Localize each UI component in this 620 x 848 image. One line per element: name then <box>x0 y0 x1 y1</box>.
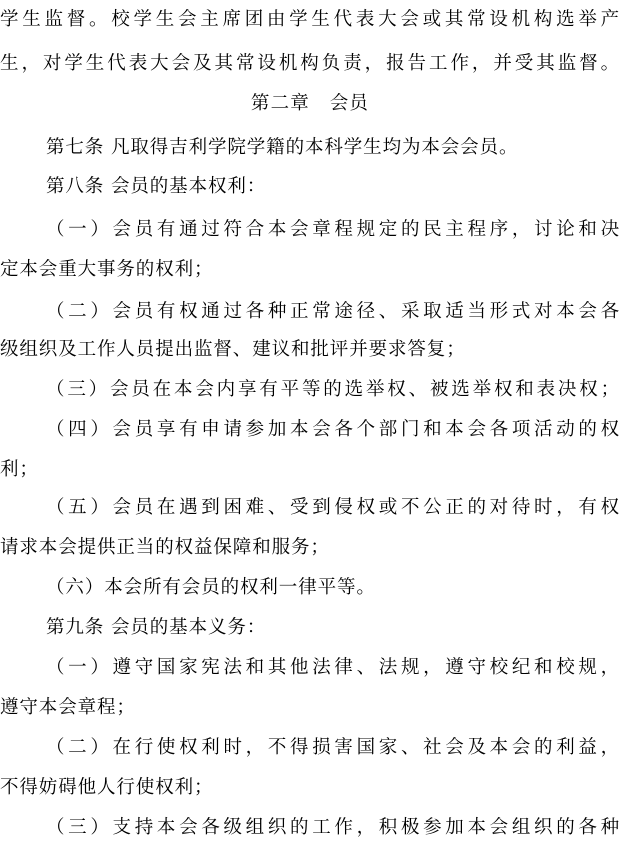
list-item-line: （六）本会所有会员的权利一律平等。 <box>46 577 376 598</box>
list-item-line: （一）遵守国家宪法和其他法律、法规，遵守校纪和校规， <box>46 657 620 678</box>
list-item-line: 级组织及工作人员提出监督、建议和批评并要求答复； <box>0 339 466 360</box>
list-item-line: （四）会员享有申请参加本会各个部门和本会各项活动的权 <box>46 419 620 440</box>
list-item-line: （二）在行使权利时，不得损害国家、社会及本会的利益， <box>46 737 620 758</box>
list-item-line: （三）支持本会各级组织的工作，积极参加本会组织的各种 <box>46 817 620 838</box>
list-item-line: （五）会员在遇到困难、受到侵权或不公正的对待时，有权 <box>46 497 620 518</box>
list-item-line: 请求本会提供正当的权益保障和服务； <box>0 537 330 558</box>
article-eight-heading: 第八条 会员的基本权利： <box>46 176 267 197</box>
list-item-line: （二）会员有权通过各种正常途径、采取适当形式对本会各 <box>46 301 620 322</box>
paragraph-line: 学生监督。校学生会主席团由学生代表大会或其常设机构选举产 <box>0 9 620 30</box>
list-item-line: 不得妨碍他人行使权利； <box>0 777 214 798</box>
article-nine-heading: 第九条 会员的基本义务： <box>46 617 267 638</box>
list-item-line: 利； <box>0 459 39 480</box>
article-seven: 第七条 凡取得吉利学院学籍的本科学生均为本会会员。 <box>46 137 519 158</box>
list-item-line: 定本会重大事务的权利； <box>0 259 214 280</box>
list-item-line: 遵守本会章程； <box>0 697 136 718</box>
list-item-line: （三）会员在本会内享有平等的选举权、被选举权和表决权； <box>46 379 620 400</box>
list-item-line: （一）会员有通过符合本会章程规定的民主程序，讨论和决 <box>46 219 620 240</box>
paragraph-line: 生，对学生代表大会及其常设机构负责，报告工作，并受其监督。 <box>0 53 620 74</box>
chapter-heading: 第二章 会员 <box>250 93 370 114</box>
